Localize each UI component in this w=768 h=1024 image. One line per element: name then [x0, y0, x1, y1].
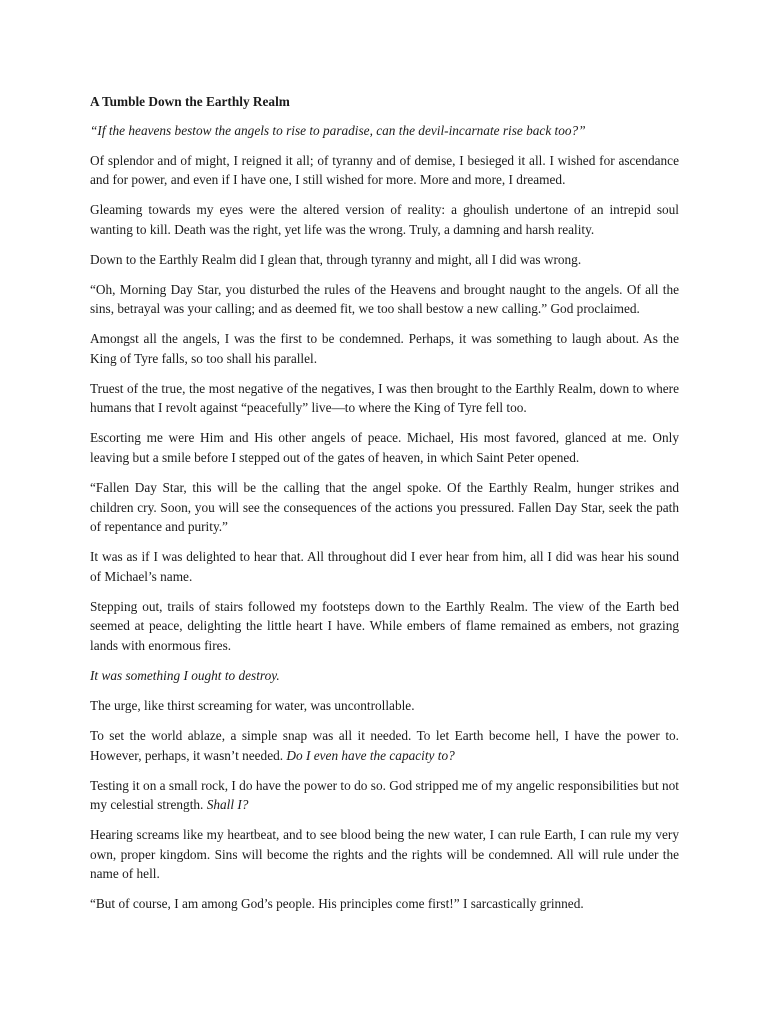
paragraph-14-italic: Shall I? [206, 797, 249, 813]
paragraph-5: Amongst all the angels, I was the first to be condemned. Perhaps, it was something to laugh about. As the King of Tyre falls, so too shall his parallel. [90, 331, 679, 366]
paragraph-13 [90, 726, 679, 765]
document-page [90, 92, 679, 924]
paragraph-13-text: To set the world ablaze, a simple snap was all it needed. To let Earth become hell, I have the power to. However, perhaps, it wasn’t needed. [90, 727, 679, 763]
document-title: A Tumble Down the Earthly Realm [90, 94, 290, 109]
paragraph-9: It was as if I was delighted to hear that. All throughout did I ever hear from him, all I did was hear his sound of Michael’s name. [90, 549, 679, 584]
paragraph-16: “But of course, I am among God’s people. His principles come first!” I sarcastically grinned. [90, 896, 584, 912]
paragraph-3: Down to the Earthly Realm did I glean that, through tyranny and might, all I did was wrong. [90, 251, 582, 267]
paragraph-4: “Oh, Morning Day Star, you disturbed the rules of the Heavens and brought naught to the angels. Of all the sins, betrayal was your calling; and as deemed fit, we too shall bestow a new calling.” God proclaimed. [90, 281, 679, 317]
paragraph-8: “Fallen Day Star, this will be the calling that the angel spoke. Of the Earthly Realm, hunger strikes and children cry. Soon, you will see the consequences of the actions you pressured. Fallen Day Star, seek the path of repentance and purity.” [90, 480, 679, 535]
paragraph-1: Of splendor and of might, I reigned it all; of tyranny and of demise, I besieged it all. I wished for ascendance and for power, and even if I have one, I still wished for more. More and more, I dreamed. [90, 152, 679, 188]
paragraph-7: Escorting me were Him and His other angels of peace. Michael, His most favored, glanced at me. Only leaving but a smile before I stepped out of the gates of heaven, in which Saint Peter opened. [90, 430, 679, 466]
paragraph-13-italic: Do I even have the capacity to? [286, 747, 455, 763]
paragraph-10: Stepping out, trails of stairs followed my footsteps down to the Earthly Realm. The view of the Earth bed seemed at peace, delighting the little heart I have. While embers of flame remained as embers, not grazing lands with enormous fires. [90, 598, 679, 653]
paragraph-15: Hearing screams like my heartbeat, and to see blood being the new water, I can rule Earth, I can rule my very own, proper kingdom. Sins will become the rights and the rights will be condemned. All will rule under the name of hell. [90, 827, 679, 882]
paragraph-14 [90, 776, 679, 815]
epigraph: “If the heavens bestow the angels to rise to paradise, can the devil-incarnate rise back too?” [90, 122, 586, 138]
paragraph-14-text: Testing it on a small rock, I do have the power to do so. God stripped me of my angelic responsibilities but not my celestial strength. [90, 777, 679, 813]
paragraph-2: Gleaming towards my eyes were the altered version of reality: a ghoulish undertone of an intrepid soul wanting to kill. Death was the right, yet life was the wrong. Truly, a damning and harsh reality. [90, 202, 679, 237]
paragraph-12: The urge, like thirst screaming for water, was uncontrollable. [90, 697, 415, 713]
paragraph-6: Truest of the true, the most negative of the negatives, I was then brought to the Earthly Realm, down to where humans that I revolt against “peacefully” live—to where the King of Tyre fell too. [90, 380, 679, 416]
paragraph-11-italic: It was something I ought to destroy. [90, 667, 280, 683]
